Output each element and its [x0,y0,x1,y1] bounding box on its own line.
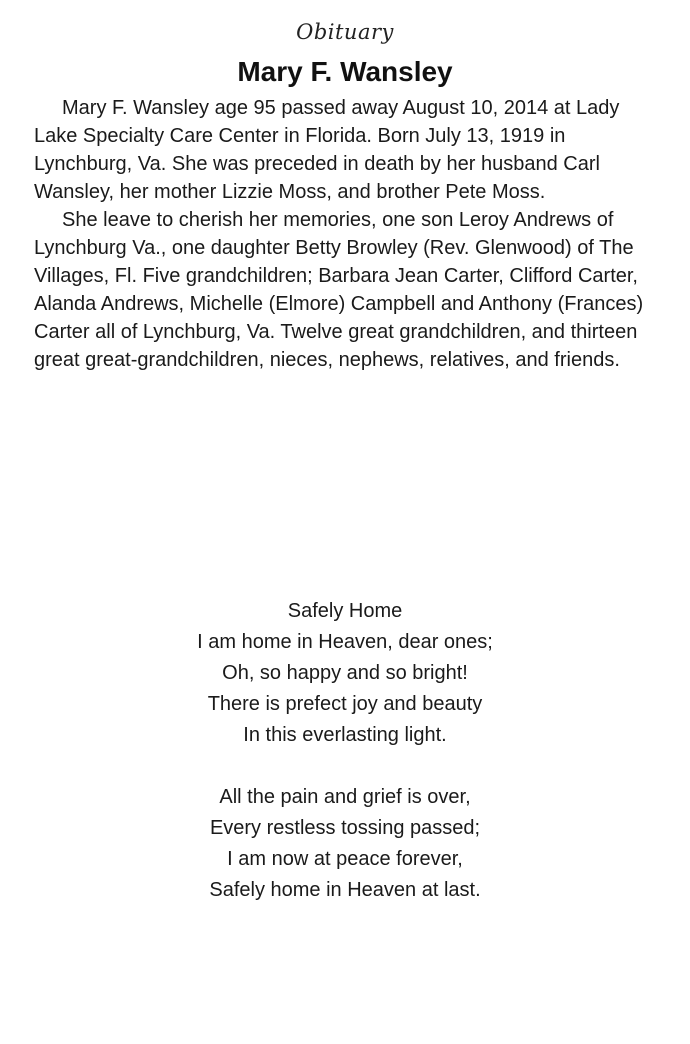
poem-line: Safely home in Heaven at last. [209,879,481,901]
poem-stanza [0,596,690,751]
poem-line: There is prefect joy and beauty [207,693,483,715]
poem-line: I am now at peace forever, [227,848,463,870]
poem-line: In this everlasting light. [243,724,447,746]
poem-line: Oh, so happy and so bright! [222,662,468,684]
obituary-body [34,94,666,374]
deceased-name: Mary F. Wansley [237,56,453,87]
poem-title: Safely Home [287,600,403,622]
poem-line: Every restless tossing passed; [209,817,481,839]
obituary-paragraph: Mary F. Wansley age 95 passed away August 10, 2014 at Lady Lake Specialty Care Center in Florida. Born July 13, 1919 in Lynchburg, Va. She was preceded in death by her husband Carl Wansley, her mother Lizzie Moss, and brother Pete Moss. [34,97,620,203]
poem-line: I am home in Heaven, dear ones; [197,631,493,653]
poem-line: All the pain and grief is over, [219,786,471,808]
poem [0,596,690,906]
obituary-label: Obituary [296,20,394,44]
poem-stanza [0,782,690,906]
obituary-paragraph: She leave to cherish her memories, one son Leroy Andrews of Lynchburg Va., one daughter Betty Browley (Rev. Glenwood) of The Villages, Fl. Five grandchildren; Barbara Jean Carter, Clifford Carter, Alanda Andrews, Michelle (Elmore) Campbell and Anthony (Frances) Carter all of Lynchburg, Va. Twelve great grandchildren, and thirteen great great-grandchildren, nieces, nephews, relatives, and friends. [34,209,644,371]
